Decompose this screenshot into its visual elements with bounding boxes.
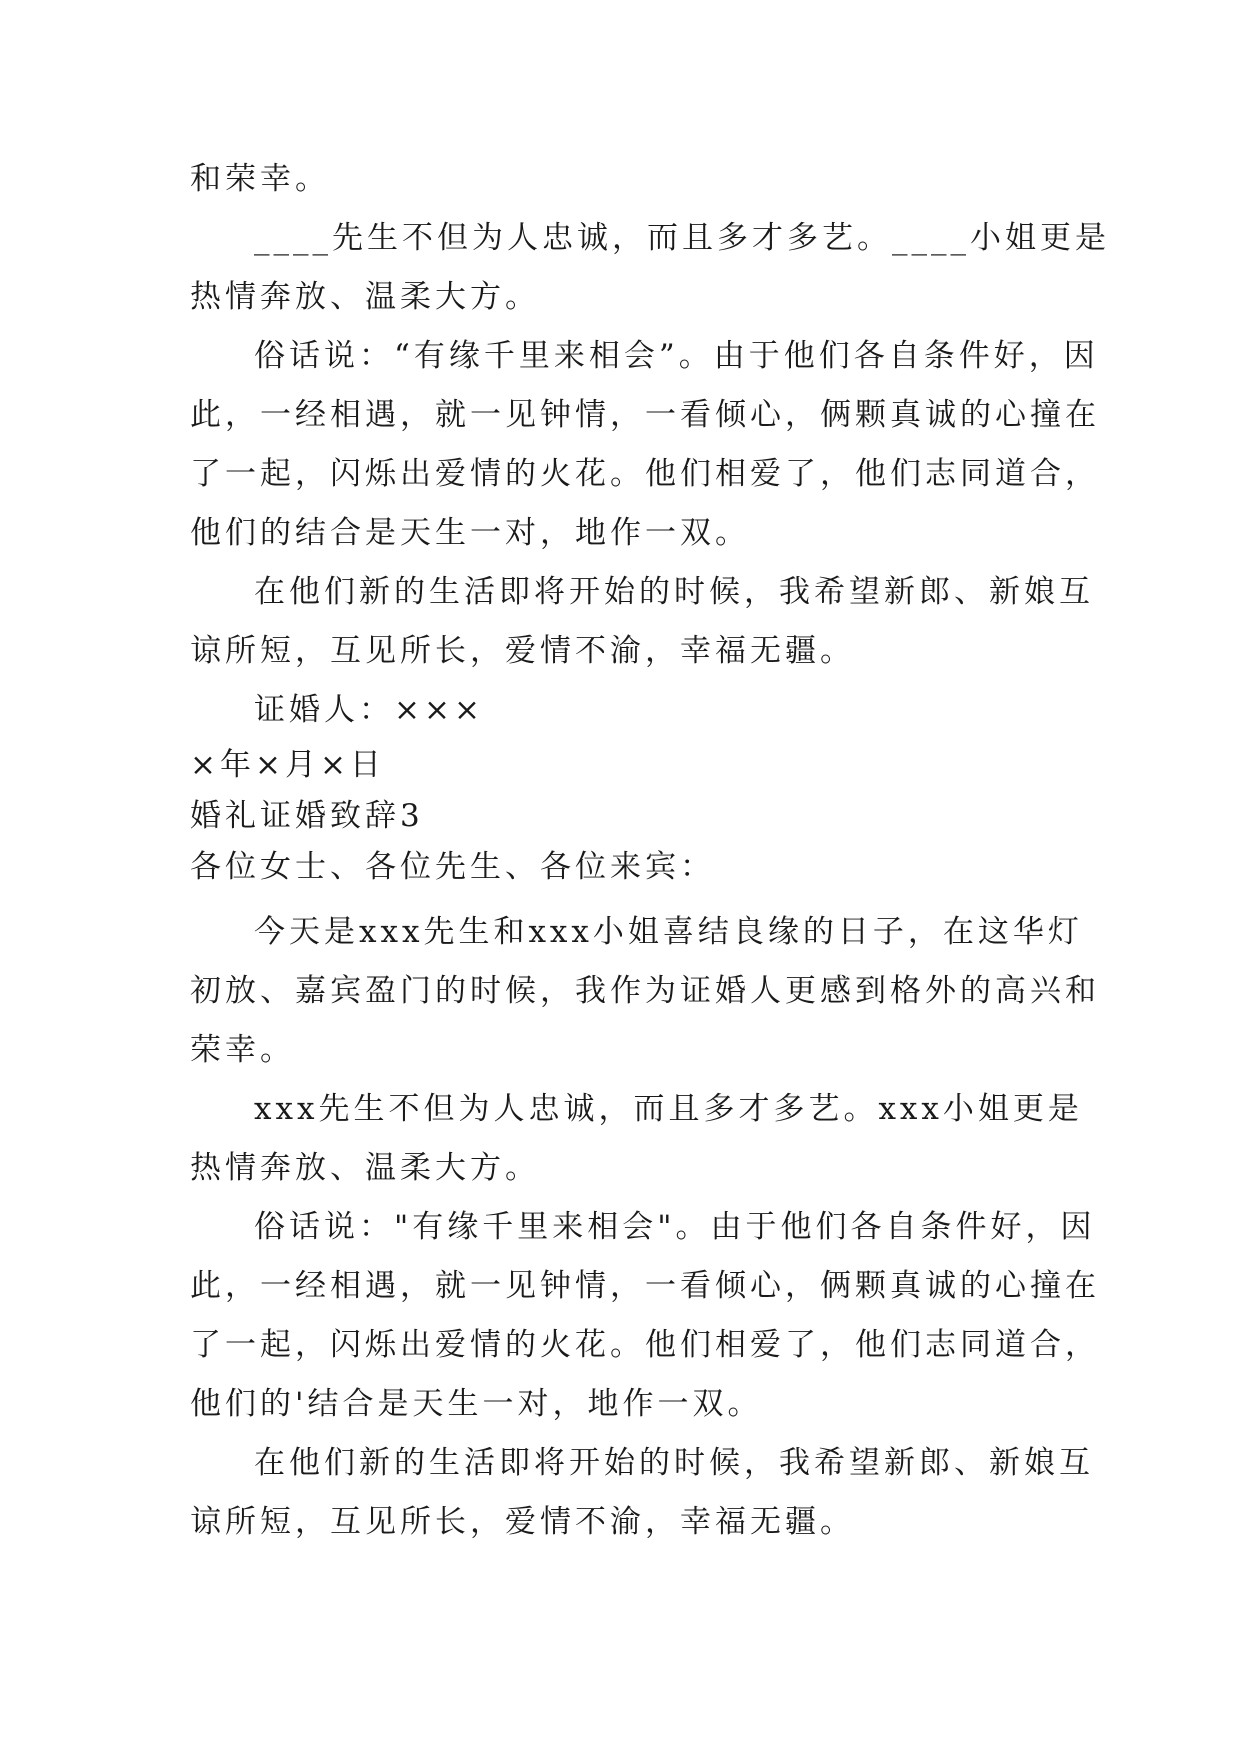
text-line: 初放、嘉宾盈门的时候，我作为证婚人更感到格外的高兴和: [190, 973, 1100, 1009]
text-line: 他们的'结合是天生一对，地作一双。: [190, 1386, 763, 1422]
paragraph-start-line: 今天是xxx先生和xxx小姐喜结良缘的日子，在这华灯: [254, 914, 1083, 950]
text-line: 谅所短，互见所长，爱情不渝，幸福无疆。: [190, 1504, 855, 1540]
text-line: 谅所短，互见所长，爱情不渝，幸福无疆。: [190, 633, 855, 669]
text-line: 热情奔放、温柔大方。: [190, 1150, 540, 1186]
officiant-signature: 证婚人：×××: [254, 692, 484, 728]
spacer: [190, 893, 1050, 903]
text-line: 和荣幸。: [190, 161, 330, 197]
text-line: 荣幸。: [190, 1032, 295, 1068]
text-line: 此，一经相遇，就一见钟情，一看倾心，俩颗真诚的心撞在: [190, 1268, 1100, 1304]
salutation: 各位女士、各位先生、各位来宾：: [190, 849, 715, 885]
signature-date: ×年×月×日: [190, 747, 385, 783]
paragraph-start-line: 俗话说：“有缘千里来相会”。由于他们各自条件好，因: [254, 338, 1099, 374]
document-body: [190, 150, 1110, 1552]
text-line: 热情奔放、温柔大方。: [190, 279, 540, 315]
paragraph-start-line: ____先生不但为人忠诚，而且多才多艺。____小姐更是: [254, 220, 1110, 256]
paragraph-start-line: 在他们新的生活即将开始的时候，我希望新郎、新娘互: [254, 1445, 1094, 1481]
paragraph-start-line: xxx先生不但为人忠诚，而且多才多艺。xxx小姐更是: [254, 1091, 1083, 1127]
text-line: 他们的结合是天生一对，地作一双。: [190, 515, 750, 551]
paragraph-start-line: 在他们新的生活即将开始的时候，我希望新郎、新娘互: [254, 574, 1094, 610]
text-line: 了一起，闪烁出爱情的火花。他们相爱了，他们志同道合，: [190, 456, 1100, 492]
section-heading: 婚礼证婚致辞3: [190, 798, 424, 834]
paragraph-start-line: 俗话说："有缘千里来相会"。由于他们各自条件好，因: [254, 1209, 1096, 1245]
text-line: 了一起，闪烁出爱情的火花。他们相爱了，他们志同道合，: [190, 1327, 1100, 1363]
text-line: 此，一经相遇，就一见钟情，一看倾心，俩颗真诚的心撞在: [190, 397, 1100, 433]
